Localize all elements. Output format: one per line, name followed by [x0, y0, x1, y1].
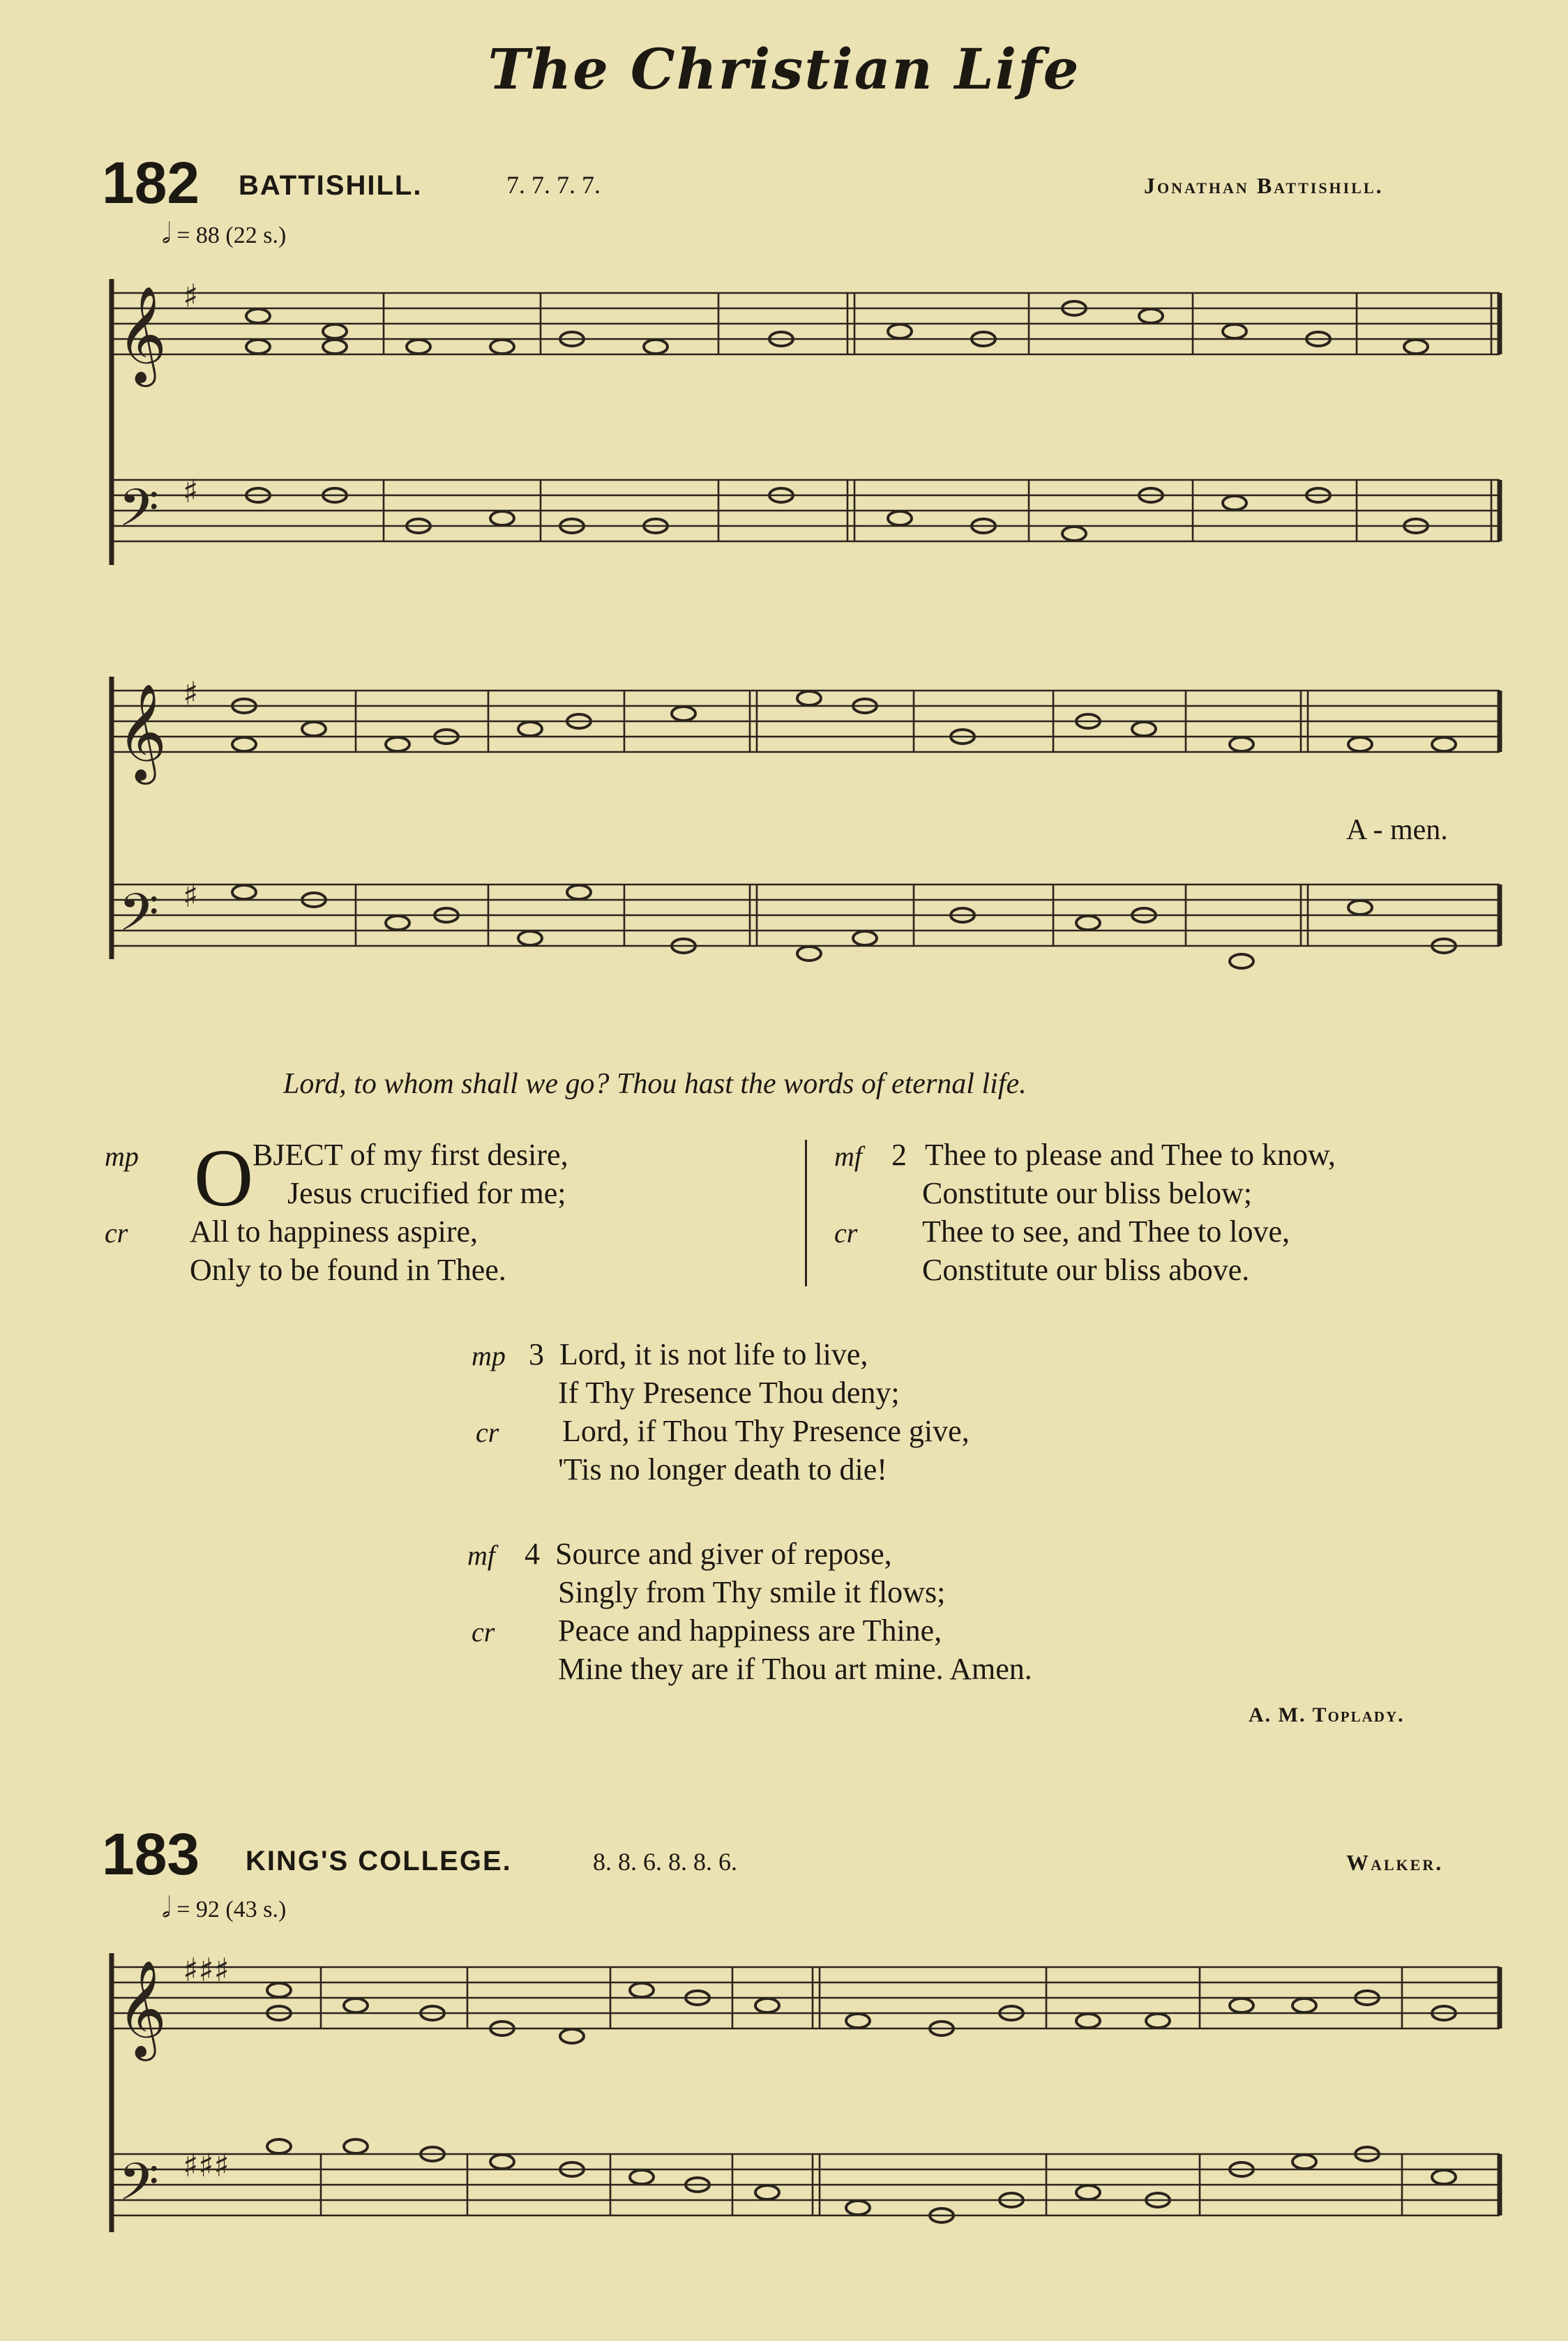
dynamic-marking: mf	[467, 1540, 495, 1571]
dynamic-marking: mp	[105, 1141, 139, 1172]
drop-cap: O	[194, 1132, 254, 1224]
sharp-icon: ♯♯♯	[183, 2146, 229, 2184]
tempo-marking	[162, 1892, 286, 1924]
barlines-2	[356, 691, 1500, 946]
verse-line: BJECT of my first desire,	[252, 1138, 568, 1172]
staff-bass-1	[112, 480, 1500, 541]
verse-line: Mine they are if Thou art mine. Amen.	[558, 1652, 1032, 1686]
amen-lyric: A - men.	[1346, 814, 1448, 846]
sharp-icon: ♯	[183, 277, 199, 315]
verse-line: Lord, it is not life to live,	[559, 1337, 868, 1371]
verse-number: 2	[891, 1138, 907, 1172]
verse-line: Lord, if Thou Thy Presence give,	[562, 1414, 970, 1448]
treble-clef-icon: 𝄞	[117, 684, 167, 781]
notes-1	[246, 301, 1428, 541]
hymn-number: 182	[102, 150, 200, 216]
verse-line: Singly from Thy smile it flows;	[558, 1575, 946, 1609]
notes-2	[232, 691, 1456, 968]
hymn-number: 183	[102, 1821, 200, 1887]
half-note-icon: 𝅗𝅥	[162, 218, 171, 250]
verse-line: Peace and happiness are Thine,	[558, 1613, 942, 1648]
treble-clef-icon: 𝄞	[117, 1960, 167, 2057]
verse-number: 4	[525, 1537, 540, 1571]
dynamic-marking: mf	[834, 1141, 862, 1172]
bass-clef-icon: 𝄢	[119, 882, 159, 956]
sharp-icon: ♯	[183, 472, 199, 510]
sharp-icon: ♯	[183, 877, 199, 914]
verse-line: If Thy Presence Thou deny;	[558, 1376, 900, 1410]
column-divider	[805, 1140, 807, 1286]
bass-clef-icon: 𝄢	[119, 478, 159, 551]
dynamic-marking: cr	[105, 1217, 128, 1249]
verse-line: All to happiness aspire,	[190, 1214, 478, 1249]
dynamic-marking: cr	[834, 1217, 858, 1249]
verse-line: Jesus crucified for me;	[287, 1176, 566, 1210]
page-title: The Christian Life	[488, 36, 1080, 102]
dynamic-marking: cr	[472, 1616, 495, 1648]
hymn-author: A. M. Toplady.	[1249, 1703, 1405, 1726]
staff-treble-1	[112, 293, 1500, 354]
tempo-text: = 92 (43 s.)	[176, 1897, 287, 1922]
verse-line: Constitute our bliss below;	[922, 1176, 1252, 1210]
tempo-text: = 88 (22 s.)	[176, 223, 287, 248]
sharp-icon: ♯♯♯	[183, 1951, 229, 1989]
barlines-1	[384, 293, 1500, 541]
verse-line: Constitute our bliss above.	[922, 1253, 1250, 1287]
composer: Walker.	[1346, 1850, 1444, 1875]
epigraph: Lord, to whom shall we go? Thou hast the words of eternal life.	[283, 1068, 1027, 1100]
verse-line: Thee to please and Thee to know,	[925, 1138, 1336, 1172]
treble-clef-icon: 𝄞	[117, 286, 167, 383]
dynamic-marking: mp	[472, 1340, 506, 1371]
bass-clef-icon: 𝄢	[119, 2152, 159, 2225]
staff-treble-2	[112, 691, 1500, 752]
verse-number: 3	[529, 1337, 544, 1371]
half-note-icon: 𝅗𝅥	[162, 1892, 171, 1924]
notes-3	[267, 1983, 1456, 2222]
meter: 8. 8. 6. 8. 8. 6.	[593, 1848, 737, 1876]
dynamic-marking: cr	[476, 1417, 499, 1448]
verse-line: Only to be found in Thee.	[190, 1253, 506, 1287]
verse-line: Thee to see, and Thee to love,	[922, 1214, 1290, 1249]
meter: 7. 7. 7. 7.	[506, 171, 601, 199]
verse-line: 'Tis no longer death to die!	[558, 1452, 887, 1486]
composer: Jonathan Battishill.	[1144, 173, 1384, 198]
tune-name: KING'S COLLEGE.	[246, 1846, 512, 1876]
verse-line: Source and giver of repose,	[555, 1537, 892, 1571]
barlines-3	[321, 1967, 1500, 2215]
staff-treble-3	[112, 1967, 1500, 2028]
tune-name: BATTISHILL.	[239, 170, 423, 201]
sharp-icon: ♯	[183, 675, 199, 712]
